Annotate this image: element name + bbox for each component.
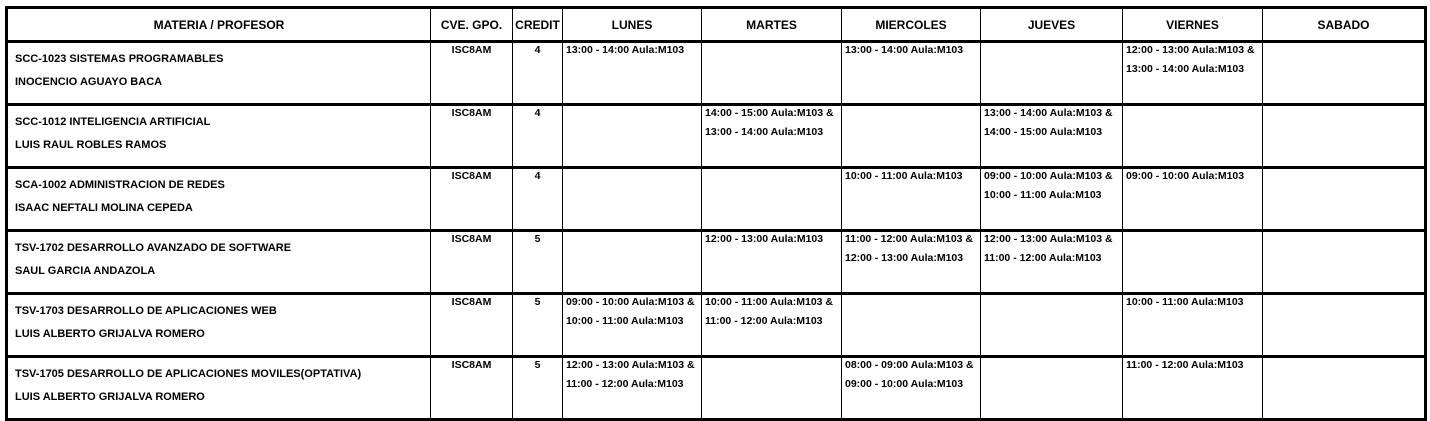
day-cell-sabado: [1263, 168, 1426, 231]
time-slot: 12:00 - 13:00 Aula:M103 &: [1126, 44, 1255, 56]
group-value: ISC8AM: [451, 233, 492, 245]
credits-cell: [513, 42, 563, 105]
day-cell-viernes: [1123, 294, 1263, 357]
day-cell-miercoles: [842, 231, 981, 294]
credits-value: 5: [534, 296, 541, 308]
day-cell-viernes: [1123, 42, 1263, 105]
day-cell-jueves: [981, 42, 1123, 105]
day-cell-martes: [702, 231, 842, 294]
day-cell-martes: [702, 42, 842, 105]
time-slot: 13:00 - 14:00 Aula:M103: [1126, 63, 1245, 75]
header-viernes: VIERNES: [1123, 8, 1263, 42]
day-cell-miercoles: [842, 294, 981, 357]
day-cell-jueves: [981, 105, 1123, 168]
header-grupo: CVE. GPO.: [431, 8, 513, 42]
subject-cell: [7, 357, 431, 420]
group-cell: [431, 357, 513, 420]
table-row: [7, 168, 1426, 231]
header-sabado: SABADO: [1263, 8, 1426, 42]
day-cell-miercoles: [842, 42, 981, 105]
day-cell-sabado: [1263, 294, 1426, 357]
time-slot: 10:00 - 11:00 Aula:M103 &: [705, 296, 834, 308]
header-credit: CREDIT: [513, 8, 563, 42]
credits-value: 4: [534, 44, 541, 56]
credits-value: 4: [534, 107, 541, 119]
day-cell-viernes: [1123, 231, 1263, 294]
subject-cell: [7, 168, 431, 231]
time-slot: 10:00 - 11:00 Aula:M103: [1126, 296, 1244, 308]
group-cell: [431, 231, 513, 294]
group-cell: [431, 42, 513, 105]
teacher-name: LUIS RAUL ROBLES RAMOS: [15, 139, 167, 151]
credits-cell: [513, 168, 563, 231]
header-row: [7, 8, 1426, 42]
group-value: ISC8AM: [451, 170, 492, 182]
header-jueves: JUEVES: [981, 8, 1123, 42]
subject-cell: [7, 231, 431, 294]
day-cell-martes: [702, 105, 842, 168]
day-cell-miercoles: [842, 357, 981, 420]
subject-cell: [7, 294, 431, 357]
day-cell-lunes: [563, 168, 702, 231]
teacher-name: ISAAC NEFTALI MOLINA CEPEDA: [15, 202, 193, 214]
day-cell-sabado: [1263, 231, 1426, 294]
time-slot: 13:00 - 14:00 Aula:M103 &: [984, 107, 1113, 119]
time-slot: 09:00 - 10:00 Aula:M103 &: [566, 296, 695, 308]
time-slot: 11:00 - 12:00 Aula:M103 &: [845, 233, 974, 245]
header-martes: MARTES: [702, 8, 842, 42]
time-slot: 13:00 - 14:00 Aula:M103: [566, 44, 685, 56]
group-cell: [431, 294, 513, 357]
schedule-body: [7, 42, 1426, 420]
subject-name: SCC-1023 SISTEMAS PROGRAMABLES: [15, 53, 224, 65]
day-cell-lunes: [563, 42, 702, 105]
time-slot: 13:00 - 14:00 Aula:M103: [705, 126, 824, 138]
credits-value: 5: [534, 233, 541, 245]
group-value: ISC8AM: [451, 107, 492, 119]
day-cell-martes: [702, 168, 842, 231]
time-slot: 12:00 - 13:00 Aula:M103 &: [566, 359, 695, 371]
day-cell-jueves: [981, 168, 1123, 231]
time-slot: 13:00 - 14:00 Aula:M103: [845, 44, 964, 56]
table-row: [7, 42, 1426, 105]
day-cell-viernes: [1123, 168, 1263, 231]
time-slot: 09:00 - 10:00 Aula:M103 &: [984, 170, 1113, 182]
day-cell-lunes: [563, 231, 702, 294]
day-cell-sabado: [1263, 357, 1426, 420]
time-slot: 09:00 - 10:00 Aula:M103: [845, 378, 964, 390]
day-cell-miercoles: [842, 105, 981, 168]
time-slot: 10:00 - 11:00 Aula:M103: [566, 315, 684, 327]
table-row: [7, 294, 1426, 357]
day-cell-miercoles: [842, 168, 981, 231]
day-cell-sabado: [1263, 105, 1426, 168]
subject-name: SCC-1012 INTELIGENCIA ARTIFICIAL: [15, 116, 211, 128]
credits-cell: [513, 231, 563, 294]
time-slot: 14:00 - 15:00 Aula:M103 &: [705, 107, 834, 119]
day-cell-martes: [702, 294, 842, 357]
time-slot: 11:00 - 12:00 Aula:M103: [705, 315, 823, 327]
time-slot: 08:00 - 09:00 Aula:M103 &: [845, 359, 974, 371]
time-slot: 09:00 - 10:00 Aula:M103: [1126, 170, 1245, 182]
subject-name: TSV-1705 DESARROLLO DE APLICACIONES MOVILES(OPTATIVA): [15, 368, 362, 380]
day-cell-jueves: [981, 357, 1123, 420]
day-cell-sabado: [1263, 42, 1426, 105]
subject-cell: [7, 105, 431, 168]
time-slot: 11:00 - 12:00 Aula:M103: [566, 378, 684, 390]
schedule-table: [5, 6, 1427, 421]
credits-value: 4: [534, 170, 541, 182]
table-row: [7, 231, 1426, 294]
subject-name: SCA-1002 ADMINISTRACION DE REDES: [15, 179, 225, 191]
time-slot: 11:00 - 12:00 Aula:M103: [1126, 359, 1244, 371]
teacher-name: LUIS ALBERTO GRIJALVA ROMERO: [15, 328, 205, 340]
day-cell-viernes: [1123, 105, 1263, 168]
day-cell-lunes: [563, 357, 702, 420]
day-cell-lunes: [563, 105, 702, 168]
group-cell: [431, 168, 513, 231]
subject-name: TSV-1703 DESARROLLO DE APLICACIONES WEB: [15, 305, 277, 317]
credits-cell: [513, 357, 563, 420]
subject-cell: [7, 42, 431, 105]
time-slot: 12:00 - 13:00 Aula:M103: [845, 252, 964, 264]
day-cell-viernes: [1123, 357, 1263, 420]
time-slot: 11:00 - 12:00 Aula:M103: [984, 252, 1102, 264]
header-miercoles: MIERCOLES: [842, 8, 981, 42]
header-lunes: LUNES: [563, 8, 702, 42]
group-value: ISC8AM: [451, 296, 492, 308]
group-cell: [431, 105, 513, 168]
group-value: ISC8AM: [451, 359, 492, 371]
credits-cell: [513, 105, 563, 168]
teacher-name: INOCENCIO AGUAYO BACA: [15, 76, 163, 88]
teacher-name: SAUL GARCIA ANDAZOLA: [15, 265, 156, 277]
day-cell-martes: [702, 357, 842, 420]
time-slot: 10:00 - 11:00 Aula:M103: [845, 170, 963, 182]
credits-cell: [513, 294, 563, 357]
table-row: [7, 357, 1426, 420]
header-materia: MATERIA / PROFESOR: [7, 8, 431, 42]
day-cell-jueves: [981, 294, 1123, 357]
time-slot: 14:00 - 15:00 Aula:M103: [984, 126, 1103, 138]
day-cell-jueves: [981, 231, 1123, 294]
subject-name: TSV-1702 DESARROLLO AVANZADO DE SOFTWARE: [15, 242, 292, 254]
credits-value: 5: [534, 359, 541, 371]
time-slot: 12:00 - 13:00 Aula:M103 &: [984, 233, 1113, 245]
group-value: ISC8AM: [451, 44, 492, 56]
teacher-name: LUIS ALBERTO GRIJALVA ROMERO: [15, 391, 205, 403]
day-cell-lunes: [563, 294, 702, 357]
time-slot: 10:00 - 11:00 Aula:M103: [984, 189, 1102, 201]
table-row: [7, 105, 1426, 168]
time-slot: 12:00 - 13:00 Aula:M103: [705, 233, 824, 245]
